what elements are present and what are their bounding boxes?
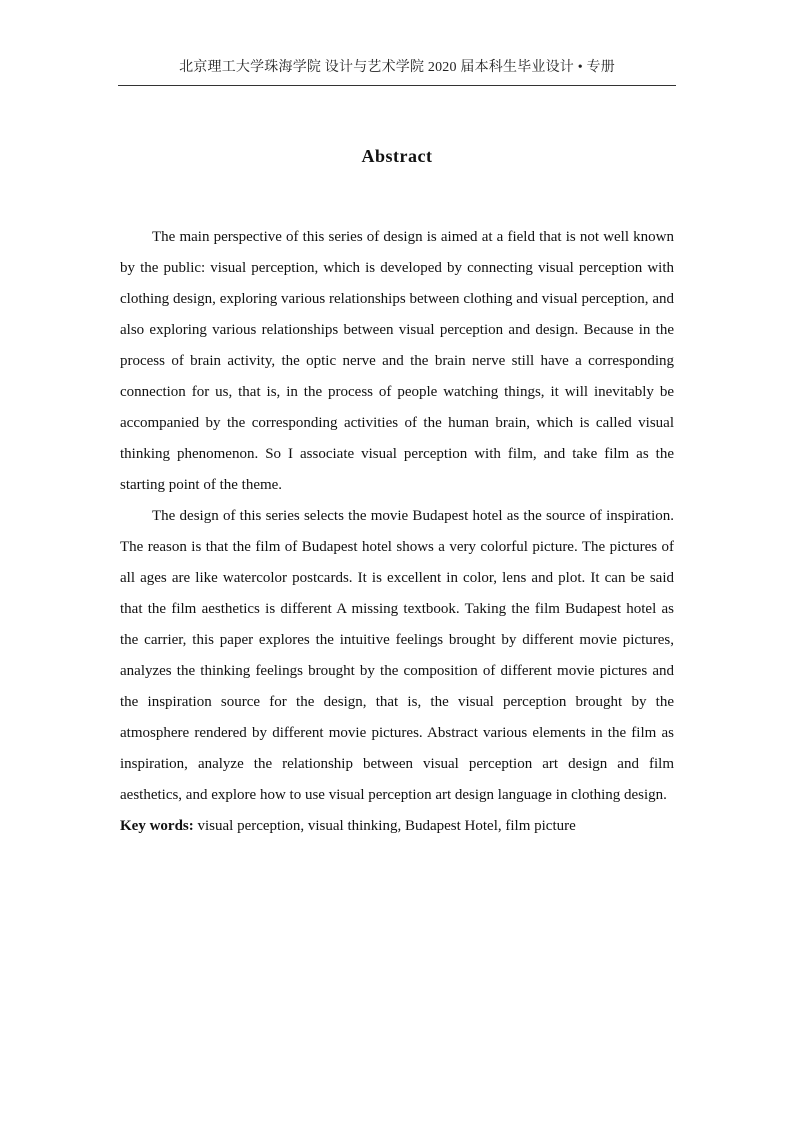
keywords-label: Key words: xyxy=(120,818,194,834)
abstract-body xyxy=(120,222,674,842)
keywords-value: visual perception, visual thinking, Budapest Hotel, film picture xyxy=(197,818,576,834)
header-divider xyxy=(118,85,676,86)
keywords-line xyxy=(120,811,674,842)
abstract-title: Abstract xyxy=(361,146,433,166)
running-header: 北京理工大学珠海学院 设计与艺术学院 2020 届本科生毕业设计 • 专册 xyxy=(179,60,615,75)
abstract-paragraph-2: The design of this series selects the movie Budapest hotel as the source of inspiration. The reason is that the film of Budapest hotel shows a very colorful picture. The pictures of all ages are like watercolor postcards. It is excellent in color, lens and plot. It can be said that the film aesthetics is different A missing textbook. Taking the film Budapest hotel as the carrier, this paper explores the intuitive feelings brought by different movie pictures, analyzes the thinking feelings brought by the composition of different movie pictures and the inspiration source for the design, that is, the visual perception brought by the atmosphere rendered by different movie pictures. Abstract various elements in the film as inspiration, analyze the relationship between visual perception art design and film aesthetics, and explore how to use visual perception art design language in clothing design. xyxy=(120,508,674,803)
abstract-paragraph-1: The main perspective of this series of design is aimed at a field that is not well known by the public: visual perception, which is developed by connecting visual perception with clothing design, exploring various relationships between clothing and visual perception, and also exploring various relationships between visual perception and design. Because in the process of brain activity, the optic nerve and the brain nerve still have a corresponding connection for us, that is, in the process of people watching things, it will inevitably be accompanied by the corresponding activities of the human brain, which is called visual thinking phenomenon. So I associate visual perception with film, and take film as the starting point of the theme. xyxy=(120,229,674,493)
